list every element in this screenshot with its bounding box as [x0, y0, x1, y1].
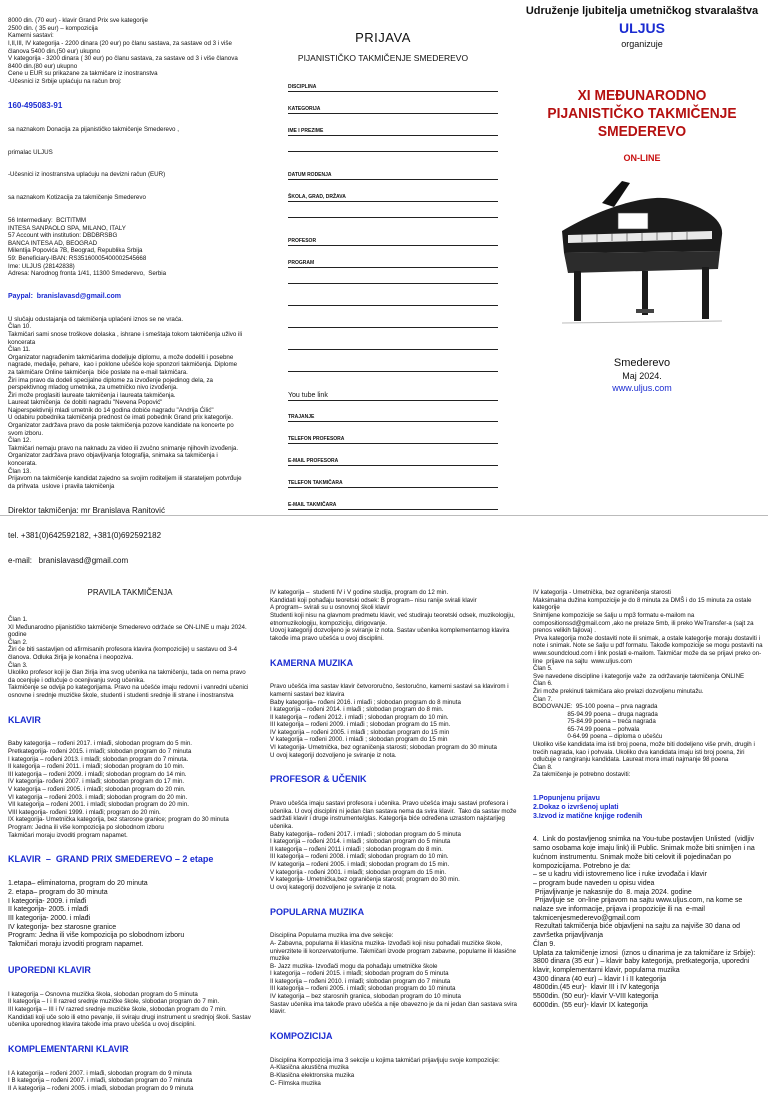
- foreign-payment-note: sa naznakom Kotizacija za takmičenje Smederevo: [8, 194, 146, 202]
- bank-line: Adresa: Narodnog fronta 1/41, 11300 Smederevo, Serbia: [8, 270, 167, 278]
- form-field[interactable]: TELEFON PROFESORA: [288, 436, 498, 444]
- city-label: Smederevo: [613, 357, 671, 369]
- form-field[interactable]: PROFESOR: [288, 238, 498, 246]
- foreign-payment-line: -Učesnici iz inostranstva uplaćuju na devizni račun (EUR): [8, 171, 166, 179]
- rules-column-1: [8, 574, 252, 1092]
- form-field[interactable]: KATEGORIJA: [288, 106, 498, 114]
- form-field[interactable]: DISCIPLINA: [288, 84, 498, 92]
- form-field[interactable]: IME I PREZIME: [288, 128, 498, 136]
- grand-prix-heading: KLAVIR – GRAND PRIX SMEDEREVO – 2 etape: [8, 854, 214, 865]
- brand-name: ULJUS: [619, 20, 665, 36]
- composition-heading: KOMPOZICIJA: [270, 1031, 333, 1042]
- teacher-student-heading: PROFESOR & UČENIK: [270, 774, 367, 785]
- form-field[interactable]: PROGRAM: [288, 260, 498, 268]
- chamber-music-categories: Pravo učešća ima sastav klavir četvororučno, šestoručno, kamerni sastavi sa klavirom i kamerni sastavi bez klavira Baby kategorija– rođeni 2016. i mlađi ; slobodan program do 8 minuta I kategorija – rođeni 2014. i mlađi ; slobodan program do 8 min. II kategorija – rođeni 2012. i mlađi ; slobodan program do 10 min. III kategorija – rođeni 2009. i mlađi ; slobodan program do 15 min. IV kategorija – rođeni 2005. i mlađi ; slobodan program do 15 min V kategorija – rođeni 2000. i mlađi ; slobodan program do 15 min VI kategorija- Umetnička, bez ograničenja starosti; slobodan program do 30 minuta U ovoj kategoriji dozvoljeno je sviranje iz nota.: [270, 683, 509, 759]
- fee-line: -Učesnici iz Srbije uplaćuju na račun broj:: [8, 77, 122, 85]
- form-title: PRIJAVA: [355, 30, 411, 45]
- submission-and-fees: 4. Link do postavljenog snimka na You-tube postavljen Unlisted (vidljiv samo osobama koje imaju link) ili Public. Snimak može biti snimljen i na kućnom instrumentu. Snimak može biti celovit ili pojedinačan po kompozicijama. Potrebno je da: – se u kadru vidi istovremeno lice i ruke izvođača i klavir – program bude naveden u opisu videa Prijavljivanje je nakasnije do 8. maja 2024. godine Prijavljuje se on-line prijavom na sajtu www.uljus.com, na kome se nalaze sve informacije, prijava i propozicije ili na e-mail takmicenjesmederevo@gmail.com Rezultati takmičenja biće objavljeni na sajtu za najviše 30 dana od završetka prijavljivanja Član 9. Uplata za takmičenje iznosi (iznos u dinarima je za takmičare iz Srbije): 3800 dinara (35 eur ) – klavir baby kategorija, pretkategorija, uporedni klavir, komplementarni klavir, popularna muzika 4300 dinara (40 eur) – klavir I i II kategorija 4800din.(45 eur)- klavir III i IV kategorija 5500din. (50 eur)- klavir V-VIII kategorija 6000din. (55 eur)- klavir IX kategorija: [533, 836, 756, 1009]
- fee-line: V kategorija - 3200 dinara ( 30 eur) po članu sastava, za sastave od 3 i više članova 8400 din.(80 eur) ukupno: [8, 55, 240, 70]
- fee-line: 2500 din. ( 35 eur) – kompozicija: [8, 24, 98, 32]
- popular-music-categories: Disciplina Popularna muzika ima dve sekcije: A- Zabavna, popularna ili klasična muzika- Izvođači koji nisu pohađali muzičke škole, univerzitete ili konzervatorijume. Takmičari izvode program zabavne, popularne ili klasične muzike B- Jazz muzika- Izvođači mogu da pohađaju umetničke škole I kategorija – rođeni 2015. i mlađi; slobodan program do 5 minuta II kategorija – rođeni 2010. i mlađi; slobodan program do 7 minuta III kategorija – rođeni 2005. i mlađi; slobodan program do 10 minuta IV kategorija – bez starosnih granica, slobodan program do 10 minuta Sastav učenika ima takođe pravo učešća a nije obavezno je da ni jedan član sastava svira klavir.: [270, 932, 517, 1016]
- bank-line: 59: Beneficiary-IBAN: RS35160005400002545668: [8, 255, 147, 262]
- account-number: 160-495083-91: [8, 100, 63, 110]
- teacher-student-categories: Pravo učešća imaju sastavi profesora i učenika. Pravo učešća imaju sastavi profesora i učenika. U ovoj disciplini ni jedan član sastava nema da svira klavir. Tako da sastav može sadržati klavir i druge instrumente/glas. Kategorija biće određena uzrastom najstarijeg učenika. Baby kategorija– rođeni 2017. i mlađi ; slobodan program do 5 minuta I kategorija – rođeni 2014. i mlađi ; slobodan program do 5 minuta II kategorija – rođeni 2011 i mlađi ; slobodan program do 8 min. III kategorija – rođeni 2008. i mlađi; slobodan program do 10 min. IV kategorija – rođeni 2005. i mlađi; slobodan program do 15 min. V kategorija - rođeni 2001. i mlađi; slobodan program do 15 min. V kategorija- Umetnička,bez ograničenja starosti; program do 30 min. U ovoj kategoriji dozvoljeno je sviranje iz nota.: [270, 800, 517, 891]
- duo-piano-categories: I kategorija – Osnovna muzička škola, slobodan program do 5 minuta II kategorija – I i II razred srednje muzičke škole, slobodan program do 7 min. III kategorija – III i IV razred srednje muzičke škole, slobodan program do 7 min. Kandidati koji uče solo ili etno pevanje, ili sviraju drugi instrument u srednjoj školi. Sastav učenika uporednog klavira takođe ima pravo učešća u ovoj disciplini.: [8, 990, 251, 1029]
- headline-line-2: PIJANISTIČKO TAKMIČENJE: [547, 105, 737, 122]
- form-field[interactable]: You tube link: [288, 392, 498, 401]
- competition-headline: [530, 87, 754, 141]
- form-field-blank-line[interactable]: [288, 348, 498, 350]
- bank-details: [8, 217, 244, 278]
- fee-line: Kamerni sastavi:: [8, 32, 54, 40]
- complementary-piano-categories: I A kategorija – rođeni 2007. i mlađi, slobodan program do 9 minuta I B kategorija – rođeni 2007. i mlađi, slobodan program do 7 minuta II A kategorija – rođeni 2005. i mlađi, slobodan program do 9 minuta: [8, 1069, 194, 1092]
- bank-line: Ime: ULJUS (28142838): [8, 262, 75, 270]
- scoring-and-rules: IV kategorija - Umetnička, bez ograničenja starosti Maksimalna dužina kompozicije je do 8 minuta za DMŠ i do 15 minuta za ostale kategorije Snimljene kompozicije se šalju u mp3 formatu e-mailom na compositionssd@gmail.com ,ako ne prelaze 5mb, ili preko WeTransfer-a (sajt za prenos velikih fajlova) . Prva kategorija može dostaviti note ili snimak, a ostale kategorije moraju dostaviti i note i snimak. Note se šalju u pdf formatu. Takođe kompozicije se mogu postaviti na www.soundcloud.com i link poslati e-mailom. Takmičar može da se prijavi preko on-line prijave na sajtu www.uljus.com Član 5. Sve navedene discipline i kategorije važe za održavanje takmičenja ONLINE Član 6. Žiri može prekinuti takmičara ako prelazi dozvoljenu minutažu. Član 7. BODOVANJE: 95-100 poena – prva nagrada 85-94.99 poena – druga nagrada 75-84.99 poena – treća nagrada 65-74.99 poena – pohvala 0-64.99 poena – diploma o učešću Ukoliko više kandidata ima isti broj poena, može biti dodeljeno više prvih, drugih i trećih nagrada, kao i pohvala. Ukoliko dva kandidata imaju isti broj poena, žiri odlučuje o rangiranju kandidata. Laureat mora imati najmanje 98 poena Član 8. Za takmičenje je potrebno dostaviti:: [533, 589, 763, 779]
- payment-info-panel: [8, 2, 244, 565]
- form-field-blank-line[interactable]: [288, 282, 498, 284]
- phone-line: tel. +381(0)642592182, +381(0)692592182: [8, 530, 162, 540]
- bank-line: 56 Intermediary: BCITITMM: [8, 217, 87, 225]
- date-label: Maj 2024.: [622, 371, 662, 381]
- form-field[interactable]: E-MAIL TAKMIČARA: [288, 502, 498, 510]
- composition-sections: Disciplina Kompozicija ima 3 sekcije u kojima takmičari prijavljuju svoje kompozicije: A-Klasična akustična muzika B-Klasična elektronska muzika C- Filmska muzika: [270, 1056, 500, 1087]
- website-link[interactable]: www.uljus.com: [612, 383, 672, 393]
- rules-column-3: [533, 574, 763, 1024]
- duo-piano-heading: UPOREDNI KLAVIR: [8, 964, 91, 975]
- fee-line: I,II,III, IV kategorija - 2200 dinara (20 eur) po članu sastava, za sastave od 3 i više članova 5400 din.(50 eur) ukupno: [8, 39, 234, 55]
- bank-line: BANCA INTESA AD, BEOGRAD: [8, 239, 98, 247]
- online-label: ON-LINE: [623, 153, 661, 163]
- grand-piano-icon: [552, 173, 732, 333]
- director-line: Direktor takmičenja: mr Branislava Ranitović: [8, 505, 165, 515]
- payment-note: sa naznakom Donacija za pijanističko takmičenje Smederevo ,: [8, 125, 179, 133]
- rules-column-2: [270, 574, 518, 1087]
- complementary-continued: IV kategorija – studenti IV i V godine studija, program do 12 min. Kandidati koji pohađaju teoretski odsek: B program– nisu ranije svirali klavir A program– svirali su u osnovnoj školi klavir Studenti koji nisu na glavnom predmetu klavir, već studiraju teoretski odsek, muzikologiju, etnomuzikologiju, kompoziciju, dirigovanje. Uovoj kategoriji dozvoljeno je sviranje iz nota. Sastav učenika komplementarnog klavira takođe ima pravo učešća u ovoj disciplini.: [270, 589, 515, 642]
- popular-music-heading: POPULARNA MUZIKA: [270, 906, 365, 917]
- piano-categories: Baby kategorija – rođeni 2017. i mlađi, slobodan program do 5 min. Pretkategorija- rođeni 2015. i mlađi; slobodan program do 7 minuta I kategorija – rođeni 2013. i mlađi; slobodan program do 7 minuta. II kategorija – rođeni 2011. i mlađi; slobodan program do 10 min. III kategorija – rođeni 2009. i mlađi; slobodan program do 14 min. IV kategorija- rođeni 2007. i mlađi; slobodan program do 17 min. V kategorija – rođeni 2005. i mlađi; slobodan program do 20 min. VI kategorija – rođeni 2003. i mlađi; slobodan program do 20 min. VII kategorija – rođeni 2001. i mlađi; slobodan program do 20 min. VIII kategorija- rođeni 1999. i mlađi; program do 20 min. IX kategorija- Umetnička kategorija, bez starosne granice; program do 30 minuta Program: Jedna ili više kompozicija po slobodnom izboru Takmičari moraju izvoditi program napamet.: [8, 740, 229, 839]
- chamber-music-heading: KAMERNA MUZIKA: [270, 657, 354, 668]
- form-field[interactable]: DATUM RODENJA: [288, 172, 498, 180]
- fee-line: Cene u EUR su prikazane za takmičare iz inostranstva: [8, 70, 158, 78]
- form-field[interactable]: TELEFON TAKMIČARA: [288, 480, 498, 488]
- form-field-blank-line[interactable]: [288, 326, 498, 328]
- form-field-blank-line[interactable]: [288, 370, 498, 372]
- form-field[interactable]: TRAJANJE: [288, 414, 498, 422]
- piano-heading: KLAVIR: [8, 714, 41, 725]
- bank-line: 57 Account with institution: DBDBRSBG: [8, 232, 118, 240]
- organizes-label: organizuje: [621, 39, 663, 49]
- rules-intro: Član 1. XI Međunarodno pijanističko takmičenje Smederevo održaće se ON-LINE u maju 2024. godine Član 2. Žiri će biti sastavljen od afirmisanih profesora klavira (kompozicije) u sastavu od 3-4 članova. Odluka žirija je konačna i neopoziva. Član 3. Ukoliko profesor koji je član žirija ima svog učenika na takmičenju, tada on nema pravo da ocenjuje i odlučuje o ocenjivanju svog učenika. Takmičenje se odvija po kategorijama. Pravo na učešće imaju redovni i vanredni učenici osnovne i srednje muzičke škole, studenti i studenti srednje ili strane i inostranstva: [8, 615, 249, 699]
- form-field-blank-line[interactable]: [288, 304, 498, 306]
- email-line[interactable]: e-mail: branislavasd@gmail.com: [8, 555, 129, 565]
- organization-name: Udruženje ljubitelja umetničkog stvaralaštva: [525, 5, 759, 17]
- form-field[interactable]: E-MAIL PROFESORA: [288, 458, 498, 466]
- form-field-blank-line[interactable]: [288, 150, 498, 152]
- fee-lines: [8, 17, 244, 85]
- application-form: [258, 30, 508, 510]
- form-field-blank-line[interactable]: [288, 216, 498, 218]
- headline-line-1: XI MEĐUNARODNO: [577, 87, 707, 104]
- required-documents-list: 1.Popunjenu prijavu 2.Dokaz o izvršenoj uplati 3.Izvod iz matične knjige rođenih: [533, 795, 643, 821]
- grand-prix-categories: 1.etapa– eliminatorna, program do 20 minuta 2. etapa– program do 30 minuta I kategorija- 2009. i mlađi II kategorija- 2005. i mlađi III kategorija- 2000. i mlađi IV kategorija- bez starosne granice Program: Jedna ili više kompozicija po slobodnom izboru Takmičari moraju izvoditi program napamet.: [8, 880, 185, 949]
- bank-line: INTESA SANPAOLO SPA, MILANO, ITALY: [8, 224, 126, 232]
- rules-text: U slučaju odustajanja od takmičenja uplaćeni iznos se ne vraća. Član 10. Takmičari sami snose troškove dolaska , ishrane i smeštaja tokom takmičenja uživo ili koncerata Član 11. Organizator nagrađenim takmičarima dodeljuje diplomu, a može dodeliti i posebne nagrade, medalje, pehare, kao i poklone učešće koje sponzori takmičenja. Diplome za takmičare Online takmičenja biće poslate na e-mail takmičara. Žiri ima pravo da dodeli specijalne diplome za izvođenje pojedinog dela, za perspektivnog mladog umetnika, za umetničko nivo izvođenja. Žiri može proglasiti laureate takmičenja i laureata takmičenja. Laureat takmičenja će dobiti nagradu "Nevena Popović" Najperspektivniji mladi umetnik do 14 godina dobiće nagradu "Andrija Ćilić" U odabiru pobednika takmičenja prednost će imati pobednik Grand prix kategorije. Organizator zadržava pravo da posle takmičenja pozove kandidate na koncerte po svom izboru. Član 12. Takmičari nemaju pravo na naknadu za video ili zvučno snimanje njihovih izvođenja. Organizator zadržava pravo objavljivanja fotografija, snimaka sa takmičenja i koncerata. Član 13. Prijavom na takmičenje kandidat zajedno sa svojim roditeljem ili starateljem potvrđuje da prihvata uslove i pravila takmičenja: [8, 315, 243, 490]
- rules-heading: PRAVILA TAKMIČENJA: [87, 588, 173, 598]
- payment-recipient: primalac ULJUS: [8, 148, 53, 156]
- fold-divider: [0, 515, 768, 516]
- cover-panel: [520, 2, 764, 508]
- form-subtitle: PIJANISTIČKO TAKMIČENJE SMEDEREVO: [297, 53, 469, 63]
- fee-line: 8000 din. (70 eur) - klavir Grand Prix sve kategorije: [8, 17, 148, 25]
- complementary-piano-heading: KOMPLEMENTARNI KLAVIR: [8, 1043, 129, 1054]
- paypal-link[interactable]: Paypal: branislavasd@gmail.com: [8, 292, 122, 300]
- bank-line: Milentija Popovića 7B, Beograd, Republika Srbija: [8, 247, 143, 255]
- form-field[interactable]: ŠKOLA, GRAD, DRŽAVA: [288, 194, 498, 202]
- headline-line-3: SMEDEREVO: [597, 123, 687, 140]
